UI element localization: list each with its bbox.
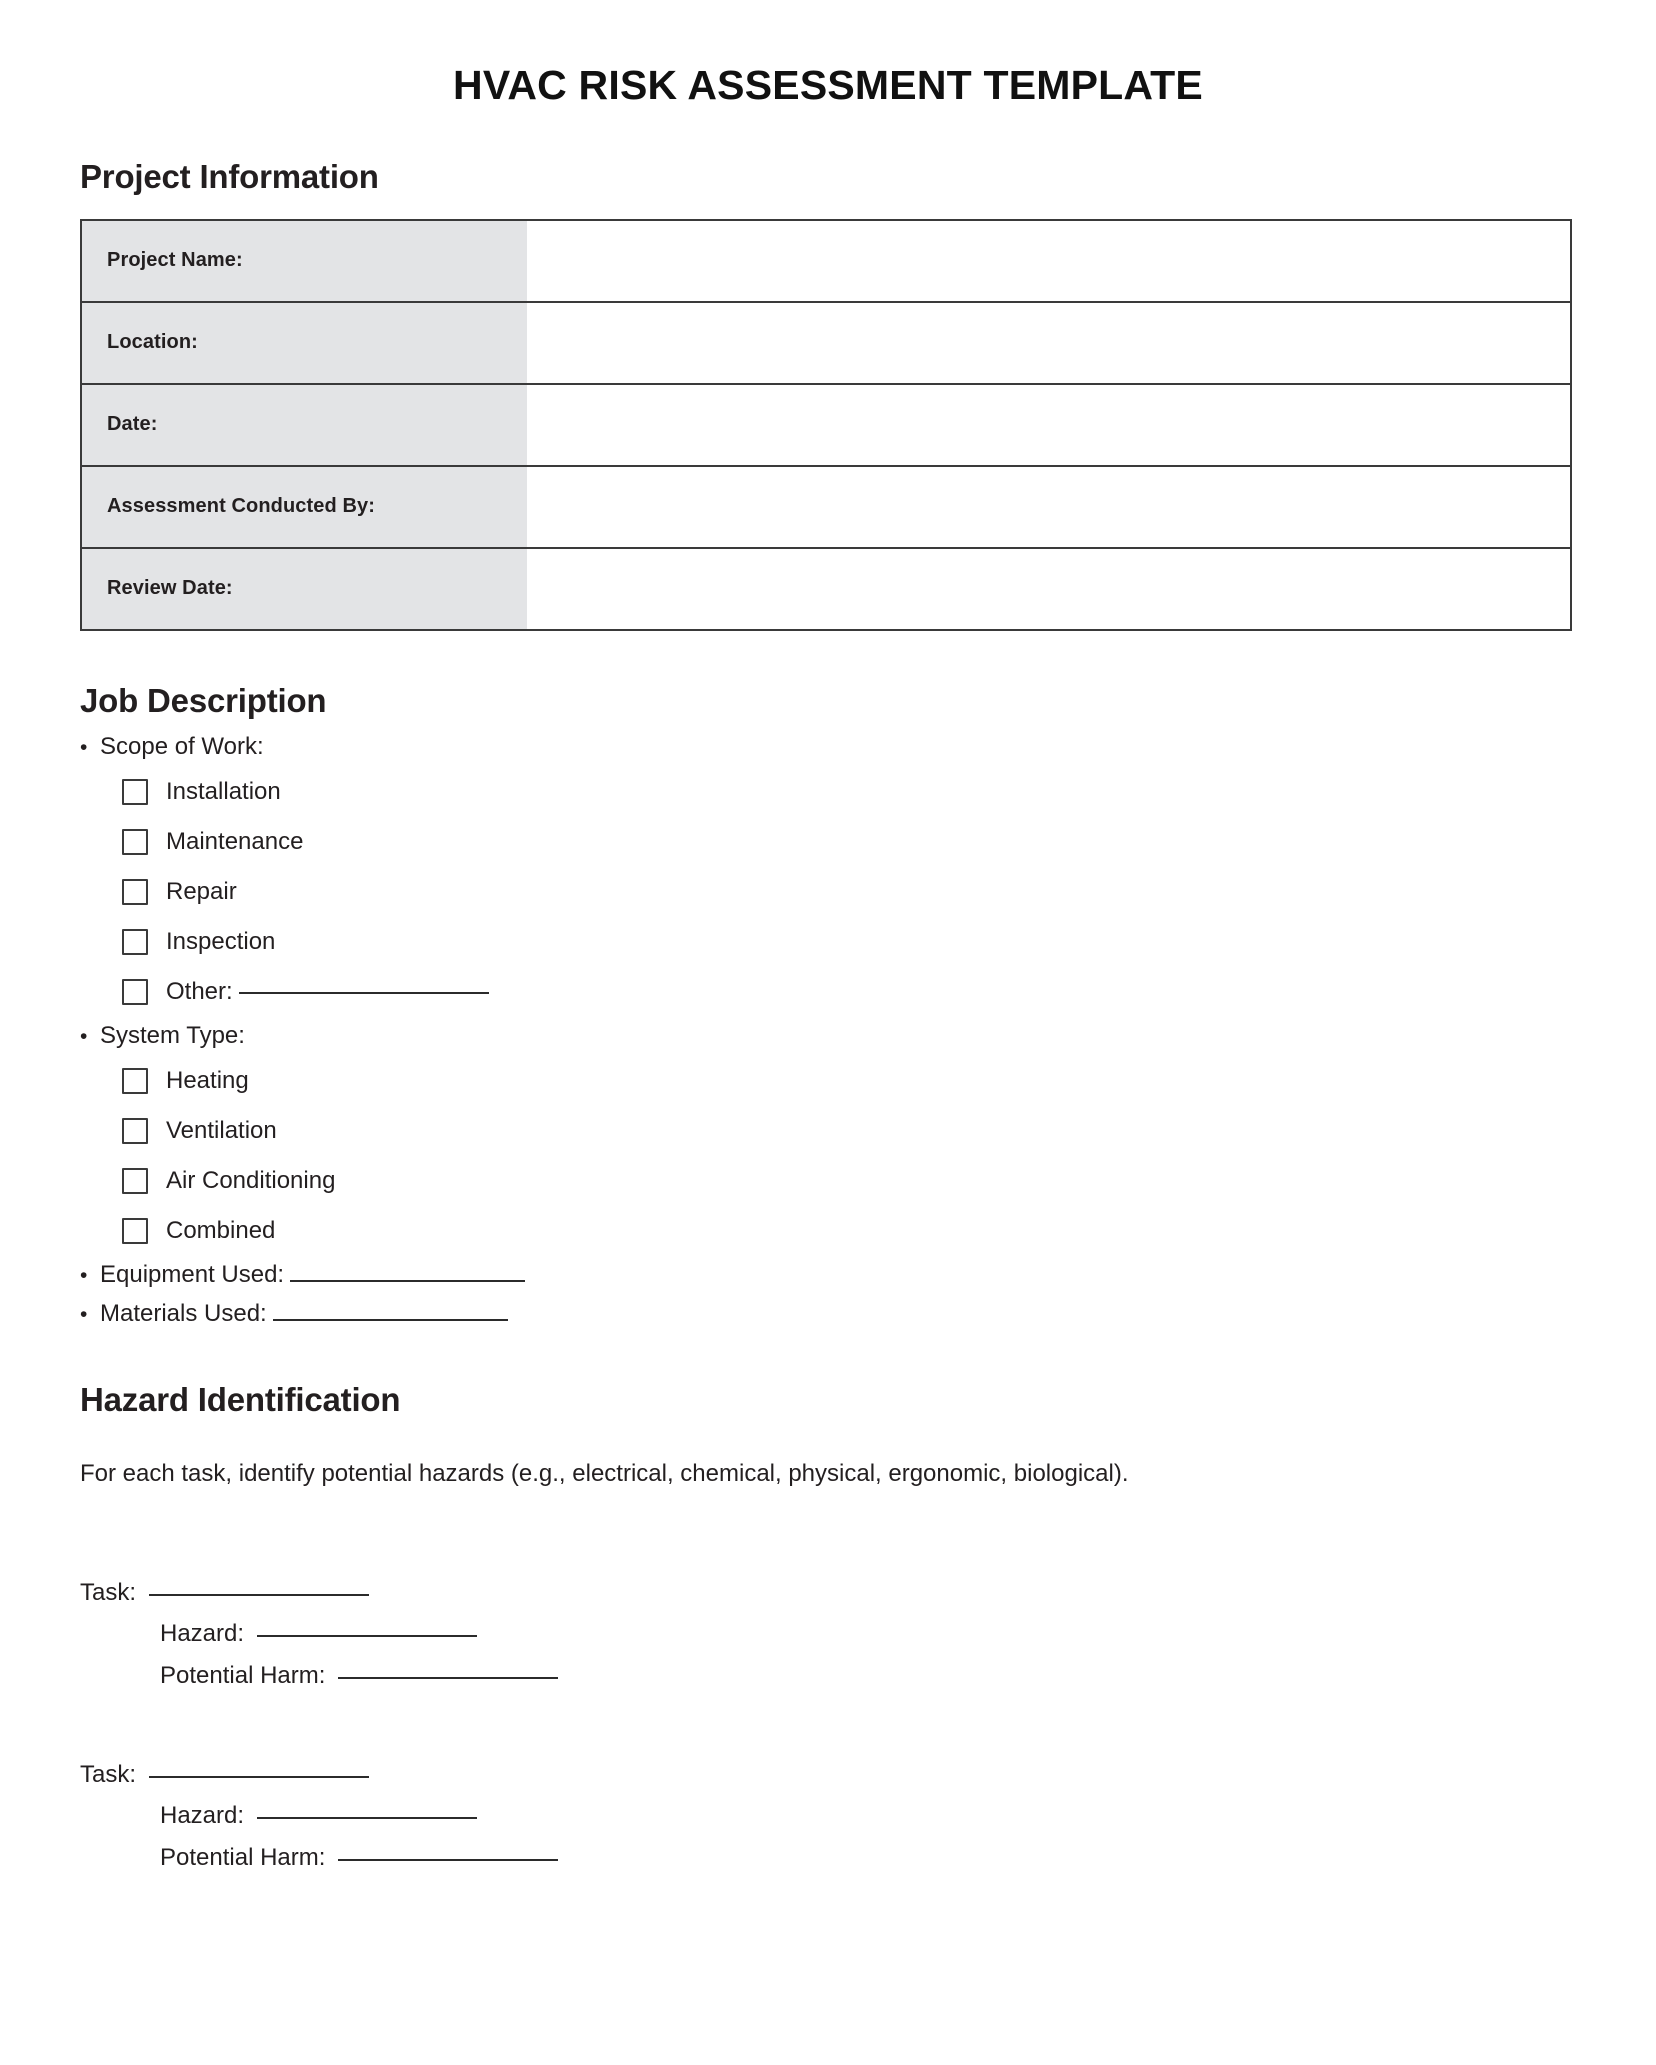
table-row: [81, 548, 1571, 630]
field-label-location: Location:: [81, 302, 527, 384]
write-in-line-other[interactable]: [239, 991, 489, 994]
field-value-review-date[interactable]: [527, 548, 1571, 630]
table-row: [81, 220, 1571, 302]
bullet-icon: •: [80, 1264, 88, 1288]
table-row: [81, 302, 1571, 384]
checkbox-label-repair: Repair: [166, 878, 237, 906]
checkbox-icon-installation[interactable]: [122, 779, 148, 805]
job-description-list: [0, 720, 1656, 1334]
table-row: [81, 466, 1571, 548]
document-title: HVAC RISK ASSESSMENT TEMPLATE: [453, 62, 1203, 108]
bullet-icon: •: [80, 1025, 88, 1049]
project-information-table-wrapper: [0, 197, 1656, 631]
list-item-equipment-used: [80, 1256, 1656, 1295]
checkbox-label-ventilation: Ventilation: [166, 1117, 277, 1145]
checkbox-icon-maintenance[interactable]: [122, 829, 148, 855]
materials-used-label: Materials Used:: [100, 1299, 267, 1327]
potential-harm-row-1: [80, 1655, 1656, 1696]
field-value-date[interactable]: [527, 384, 1571, 466]
checkbox-row-other[interactable]: [122, 967, 1656, 1017]
checkbox-label-combined: Combined: [166, 1217, 276, 1245]
field-label-assessment-conducted-by: Assessment Conducted By:: [81, 466, 527, 548]
field-value-project-name[interactable]: [527, 220, 1571, 302]
list-item-materials-used: [80, 1295, 1656, 1334]
system-type-label: System Type:: [100, 1022, 245, 1050]
task-row-2: [80, 1754, 1656, 1795]
project-information-table: [80, 219, 1572, 631]
checkbox-icon-heating[interactable]: [122, 1068, 148, 1094]
checkbox-icon-repair[interactable]: [122, 879, 148, 905]
field-value-location[interactable]: [527, 302, 1571, 384]
field-label-date: Date:: [81, 384, 527, 466]
write-in-line-hazard-2[interactable]: [257, 1816, 477, 1819]
checkbox-icon-air-conditioning[interactable]: [122, 1168, 148, 1194]
checkbox-row-maintenance[interactable]: [122, 817, 1656, 867]
task-label-1: Task:: [80, 1579, 137, 1607]
field-label-review-date: Review Date:: [81, 548, 527, 630]
potential-harm-label-1: Potential Harm:: [160, 1661, 326, 1689]
checkbox-row-repair[interactable]: [122, 867, 1656, 917]
checkbox-row-air-conditioning[interactable]: [122, 1156, 1656, 1206]
potential-harm-row-2: [80, 1837, 1656, 1878]
list-item-system-type: [80, 1017, 1656, 1056]
checkbox-row-combined[interactable]: [122, 1206, 1656, 1256]
scope-of-work-options: [80, 767, 1656, 1017]
checkbox-label-inspection: Inspection: [166, 928, 276, 956]
checkbox-label-installation: Installation: [166, 778, 281, 806]
checkbox-row-inspection[interactable]: [122, 917, 1656, 967]
hazard-identification-instruction: For each task, identify potential hazards (e.g., electrical, chemical, physical, ergonomic, biological).: [80, 1460, 1129, 1488]
field-label-project-name: Project Name:: [81, 220, 527, 302]
checkbox-label-maintenance: Maintenance: [166, 828, 304, 856]
checkbox-icon-inspection[interactable]: [122, 929, 148, 955]
hazard-label-2: Hazard:: [160, 1802, 245, 1830]
checkbox-icon-ventilation[interactable]: [122, 1118, 148, 1144]
checkbox-icon-other[interactable]: [122, 979, 148, 1005]
hazard-label-1: Hazard:: [160, 1620, 245, 1648]
write-in-line-hazard-1[interactable]: [257, 1634, 477, 1637]
checkbox-icon-combined[interactable]: [122, 1218, 148, 1244]
section-heading-project-information: Project Information: [80, 158, 379, 196]
hazard-row-2: [80, 1795, 1656, 1836]
field-value-assessment-conducted-by[interactable]: [527, 466, 1571, 548]
write-in-line-materials-used[interactable]: [273, 1318, 508, 1321]
bullet-icon: •: [80, 1302, 88, 1326]
checkbox-row-installation[interactable]: [122, 767, 1656, 817]
checkbox-row-heating[interactable]: [122, 1056, 1656, 1106]
scope-of-work-label: Scope of Work:: [100, 733, 264, 761]
system-type-options: [80, 1056, 1656, 1256]
task-label-2: Task:: [80, 1761, 137, 1789]
task-row-1: [80, 1572, 1656, 1613]
equipment-used-label: Equipment Used:: [100, 1261, 285, 1289]
table-row: [81, 384, 1571, 466]
section-heading-job-description: Job Description: [80, 681, 327, 719]
checkbox-label-heating: Heating: [166, 1067, 249, 1095]
write-in-line-potential-harm-2[interactable]: [338, 1858, 558, 1861]
hazard-row-1: [80, 1613, 1656, 1654]
potential-harm-label-2: Potential Harm:: [160, 1843, 326, 1871]
list-item-scope-of-work: [80, 728, 1656, 767]
write-in-line-task-1[interactable]: [149, 1593, 369, 1596]
bullet-icon: •: [80, 736, 88, 760]
checkbox-row-ventilation[interactable]: [122, 1106, 1656, 1156]
write-in-line-task-2[interactable]: [149, 1775, 369, 1778]
write-in-line-potential-harm-1[interactable]: [338, 1676, 558, 1679]
write-in-line-equipment-used[interactable]: [290, 1279, 525, 1282]
checkbox-label-other: Other:: [166, 978, 233, 1006]
section-heading-hazard-identification: Hazard Identification: [80, 1380, 401, 1418]
hazard-task-block-1: [0, 1516, 1656, 1696]
checkbox-label-air-conditioning: Air Conditioning: [166, 1167, 336, 1195]
hazard-task-block-2: [0, 1696, 1656, 1878]
